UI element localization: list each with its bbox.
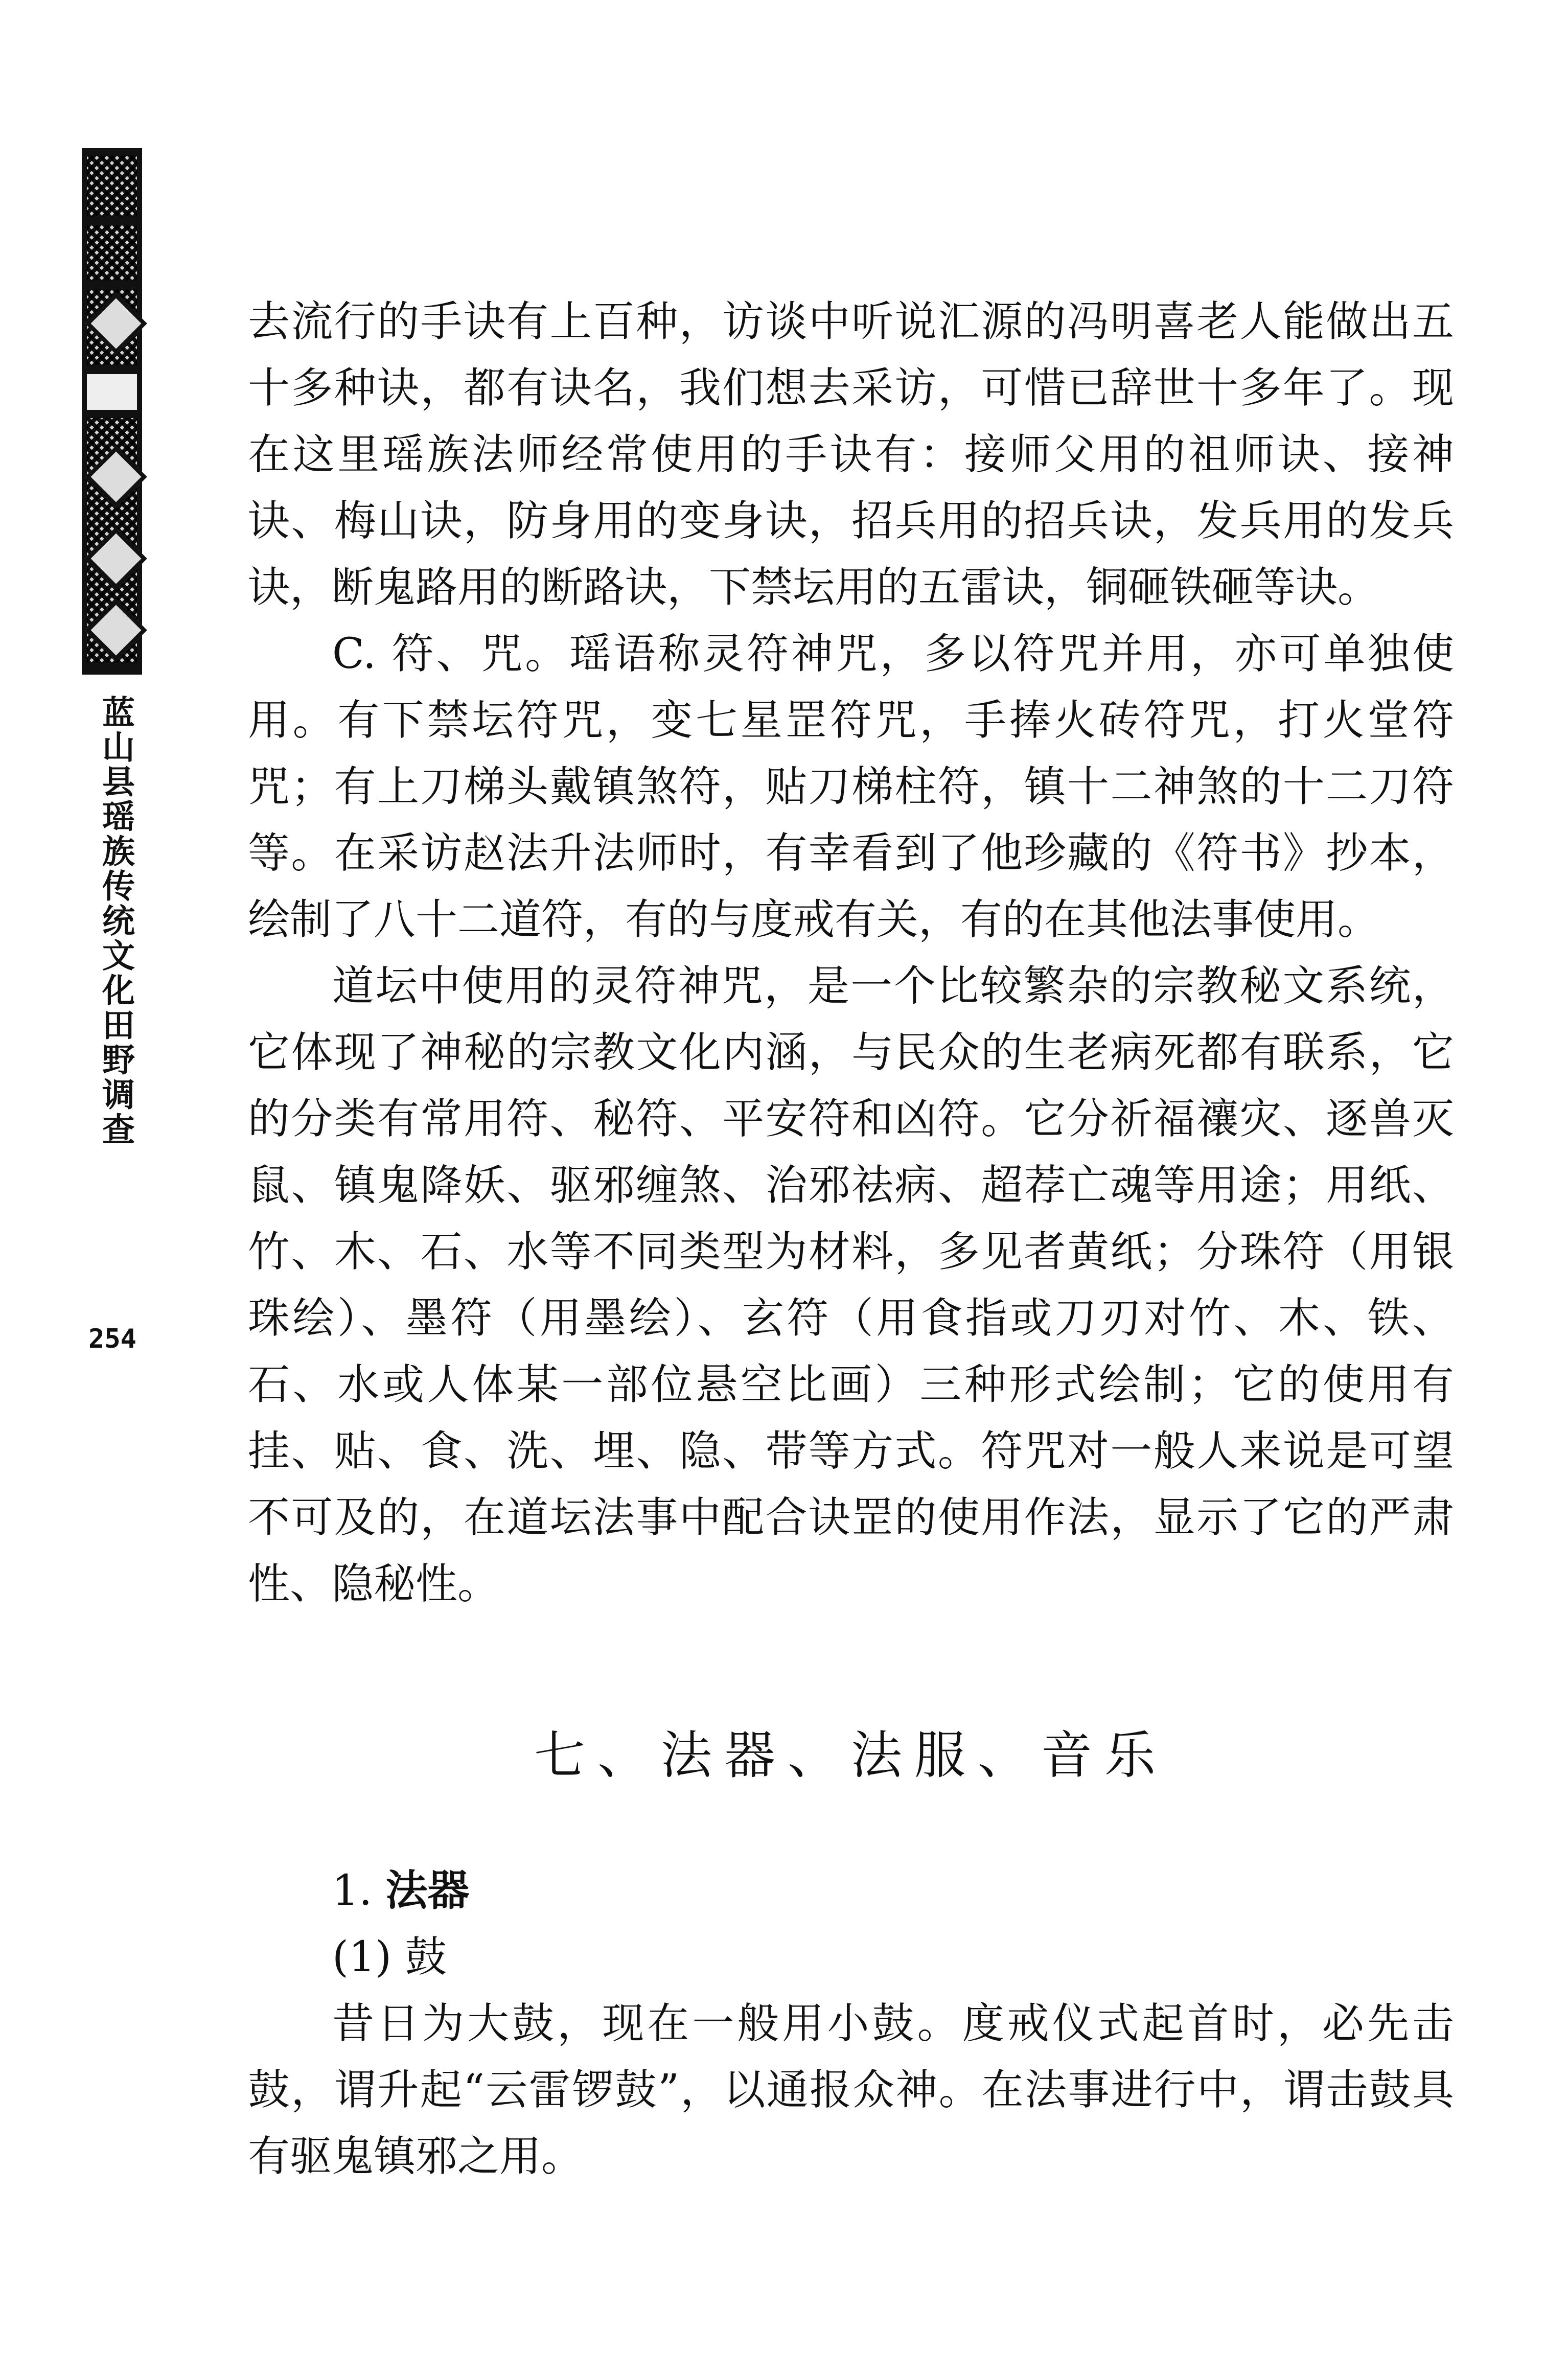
ornament-band — [87, 374, 137, 410]
subsection-number: 1. — [332, 1866, 373, 1915]
ornament-band — [87, 155, 137, 217]
margin-ornament — [82, 148, 142, 675]
running-book-title: 蓝山县瑶族传统文化田野调查 — [97, 695, 134, 1147]
main-text-column — [248, 289, 1454, 2190]
subsection-heading — [332, 1858, 1454, 1924]
item-heading: (1) 鼓 — [332, 1933, 447, 1981]
subsection-title: 法器 — [385, 1866, 470, 1915]
ornament-band — [87, 225, 137, 281]
paragraph: C. 符、咒。瑶语称灵符神咒，多以符咒并用，亦可单独使用。有下禁坛符咒，变七星罡符咒，手捧火砖符咒，打火堂符咒；有上刀梯头戴镇煞符，贴刀梯柱符，镇十二神煞的十二刀符等。在采访赵法升法师时，有幸看到了他珍藏的《符书》抄本，绘制了八十二道符，有的与度戒有关，有的在其他法事使用。 — [248, 630, 1454, 944]
page-number: 254 — [88, 1324, 136, 1354]
paragraph: 去流行的手诀有上百种，访谈中听说汇源的冯明喜老人能做出五十多种诀，都有诀名，我们想去采访，可惜已辞世十多年了。现在这里瑶族法师经常使用的手诀有：接师父用的祖师诀、接神诀、梅山诀，防身用的变身诀，招兵用的招兵诀，发兵用的发兵诀，断鬼路用的断路诀，下禁坛用的五雷诀，铜砸铁砸等诀。 — [248, 297, 1454, 612]
paragraph: 昔日为大鼓，现在一般用小鼓。度戒仪式起首时，必先击鼓，谓升起“云雷锣鼓”，以通报众神。在法事进行中，谓击鼓具有驱鬼镇邪之用。 — [248, 1999, 1454, 2181]
paragraph: 道坛中使用的灵符神咒，是一个比较繁杂的宗教秘文系统，它体现了神秘的宗教文化内涵，与民众的生老病死都有联系，它的分类有常用符、秘符、平安符和凶符。它分祈福禳灾、逐兽灭鼠、镇鬼降妖、驱邪缠煞、治邪祛病、超荐亡魂等用途；用纸、竹、木、石、水等不同类型为材料，多见者黄纸；分珠符（用银珠绘）、墨符（用墨绘）、玄符（用食指或刀刃对竹、木、铁、石、水或人体某一部位悬空比画）三种形式绘制；它的使用有挂、贴、食、洗、埋、隐、带等方式。符咒对一般人来说是可望不可及的，在道坛法事中配合诀罡的使用作法，显示了它的严肃性、隐秘性。 — [248, 962, 1454, 1608]
section-heading: 七、法器、法服、音乐 — [534, 1725, 1168, 1785]
